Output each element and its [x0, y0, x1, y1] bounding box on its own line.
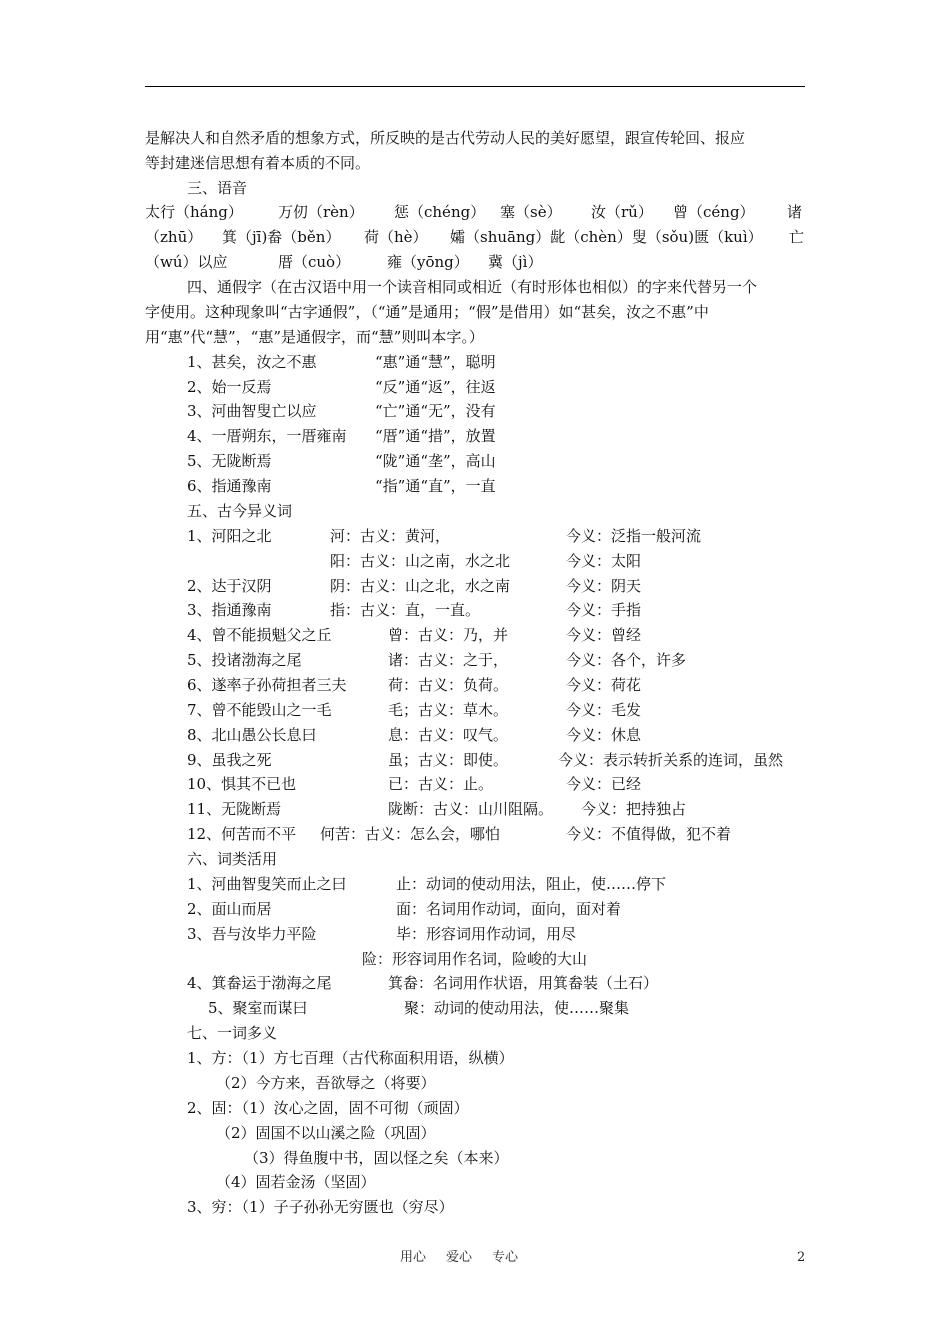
loan-character-note: “惠”通“慧”，聪明	[375, 353, 496, 371]
word-class-phrase: 5、聚室而谋曰	[208, 999, 308, 1017]
loan-character-note: “指”通“直”，一直	[375, 477, 496, 495]
paragraph-line: 字使用。这种现象叫“古字通假”，（“通”是通用；“假”是借用）如“甚矣，汝之不惠”中	[145, 303, 709, 321]
pronunciation-item: 箕（jī)畚（běn）	[222, 228, 341, 246]
loan-character-phrase: 1、甚矣，汝之不惠	[187, 353, 317, 371]
pronunciation-item: 惩（chéng）	[394, 203, 486, 221]
polysemy-line: （3）得鱼腹中书，固以怪之矣（本来）	[244, 1149, 509, 1167]
modern-meaning: 今义：泛指一般河流	[566, 527, 702, 545]
page-number: 2	[797, 1250, 806, 1265]
word-class-note: 止：动词的使动用法，阻止，使……停下	[396, 875, 667, 893]
pronunciation-item: 曾（céng）	[673, 203, 755, 221]
word-class-phrase: 2、面山而居	[187, 900, 272, 918]
modern-meaning: 今义：休息	[566, 726, 642, 744]
ancient-meaning: 陇断：古义：山川阻隔。	[388, 800, 554, 818]
ancient-meaning: 荷：古义：负荷。	[388, 676, 509, 694]
ancient-meaning: 诸：古义：之于，	[388, 651, 509, 669]
meaning-phrase: 3、指通豫南	[187, 601, 272, 619]
modern-meaning: 今义：荷花	[566, 676, 642, 694]
word-class-note: 箕畚：名词用作状语，用箕畚装（土石）	[388, 974, 659, 992]
section-heading-polysemy: 七、一词多义	[187, 1024, 278, 1042]
section-heading-loan-characters: 四、通假字（在古汉语中用一个读音相同或相近（有时形体也相似）的字来代替另一个	[187, 278, 758, 296]
ancient-meaning: 毛；古义：草木。	[388, 701, 509, 719]
polysemy-line: （4）固若金汤（坚固）	[216, 1173, 376, 1191]
word-class-note: 险：形容词用作名词，险峻的大山	[362, 950, 588, 968]
paragraph-line: 用“惠”代“慧”，“惠”是通假字，而“慧”则叫本字。）	[145, 328, 484, 346]
pronunciation-item: 万仞（rèn）	[278, 203, 364, 221]
modern-meaning: 今义：表示转折关系的连词，虽然	[558, 751, 784, 769]
polysemy-line: 1、方：（1）方七百理（古代称面积用语，纵横）	[187, 1049, 514, 1067]
pronunciation-item: 荷（hè）	[364, 228, 428, 246]
paragraph-line: 是解决人和自然矛盾的想象方式，所反映的是古代劳动人民的美好愿望，跟宣传轮回、报应	[145, 129, 746, 147]
loan-character-note: “反”通“返”，往返	[375, 378, 496, 396]
loan-character-phrase: 4、一厝朔东，一厝雍南	[187, 427, 347, 445]
section-heading-meaning-change: 五、古今异义词	[187, 502, 293, 520]
footer-motto: 用心	[400, 1250, 427, 1265]
modern-meaning: 今义：毛发	[566, 701, 642, 719]
pronunciation-item: 汝（rǔ）	[591, 203, 653, 221]
loan-character-note: “厝”通“措”，放置	[375, 427, 496, 445]
pronunciation-item: 亡	[789, 228, 805, 246]
meaning-phrase: 12、何苦而不平	[187, 825, 297, 843]
modern-meaning: 今义：已经	[566, 775, 642, 793]
ancient-meaning: 阳：古义：山之南，水之北	[330, 552, 511, 570]
header-rule	[145, 86, 805, 87]
pronunciation-item: （zhū）	[145, 228, 203, 246]
ancient-meaning: 何苦：古义：怎么会，哪怕	[320, 825, 501, 843]
modern-meaning: 今义：太阳	[566, 552, 642, 570]
meaning-phrase: 2、达于汉阴	[187, 577, 272, 595]
loan-character-phrase: 3、河曲智叟亡以应	[187, 402, 317, 420]
pronunciation-item: 诸	[787, 203, 803, 221]
paragraph-line: 等封建迷信思想有着本质的不同。	[145, 154, 371, 172]
meaning-phrase: 10、惧其不已也	[187, 775, 297, 793]
meaning-phrase: 7、曾不能毁山之一毛	[187, 701, 332, 719]
pronunciation-item: 厝（cuò）	[278, 253, 351, 271]
modern-meaning: 今义：手指	[566, 601, 642, 619]
modern-meaning: 今义：各个，许多	[566, 651, 687, 669]
meaning-phrase: 11、无陇断焉	[187, 800, 282, 818]
ancient-meaning: 息：古义：叹气。	[388, 726, 509, 744]
pronunciation-item: （wú）以应	[145, 253, 228, 271]
footer-motto: 专心	[492, 1250, 519, 1265]
polysemy-line: （2）固国不以山溪之险（巩固）	[216, 1124, 436, 1142]
word-class-note: 聚：动词的使动用法，使……聚集	[404, 999, 630, 1017]
modern-meaning: 今义：不值得做，犯不着	[566, 825, 732, 843]
meaning-phrase: 6、遂率子孙荷担者三夫	[187, 676, 347, 694]
pronunciation-item: 冀（jì）	[488, 253, 543, 271]
ancient-meaning: 曾：古义：乃，并	[388, 626, 509, 644]
modern-meaning: 今义：曾经	[566, 626, 642, 644]
word-class-note: 面：名词用作动词，面向，面对着	[396, 900, 622, 918]
loan-character-note: “陇”通“垄”，高山	[375, 452, 496, 470]
pronunciation-item: 太行（háng）	[145, 203, 243, 221]
loan-character-phrase: 6、指通豫南	[187, 477, 272, 495]
word-class-phrase: 1、河曲智叟笑而止之曰	[187, 875, 347, 893]
meaning-phrase: 5、投诸渤海之尾	[187, 651, 302, 669]
loan-character-note: “亡”通“无”，没有	[375, 402, 496, 420]
word-class-phrase: 3、吾与汝毕力平险	[187, 925, 317, 943]
pronunciation-item: 雍（yōng）	[387, 253, 469, 271]
meaning-phrase: 9、虽我之死	[187, 751, 272, 769]
section-heading-word-class: 六、词类活用	[187, 850, 278, 868]
loan-character-phrase: 5、无陇断焉	[187, 452, 272, 470]
word-class-phrase: 4、箕畚运于渤海之尾	[187, 974, 332, 992]
polysemy-line: 2、固：（1）汝心之固，固不可彻（顽固）	[187, 1099, 469, 1117]
loan-character-phrase: 2、始一反焉	[187, 378, 272, 396]
ancient-meaning: 指：古义：直，一直。	[330, 601, 481, 619]
modern-meaning: 今义：阴天	[566, 577, 642, 595]
pronunciation-item: 塞（sè）	[500, 203, 562, 221]
ancient-meaning: 河：古义：黄河，	[330, 527, 451, 545]
footer-motto: 爱心	[446, 1250, 473, 1265]
polysemy-line: 3、穷：（1）子子孙孙无穷匮也（穷尽）	[187, 1198, 454, 1216]
polysemy-line: （2）今方来，吾欲辱之（将要）	[216, 1074, 436, 1092]
ancient-meaning: 虽；古义：即使。	[388, 751, 509, 769]
meaning-phrase: 4、曾不能损魁父之丘	[187, 626, 332, 644]
meaning-phrase: 8、北山愚公长息曰	[187, 726, 317, 744]
meaning-phrase: 1、河阳之北	[187, 527, 272, 545]
ancient-meaning: 已：古义：止。	[388, 775, 494, 793]
word-class-note: 毕：形容词用作动词，用尽	[396, 925, 577, 943]
pronunciation-item: 孀（shuāng）龀（chèn）叟（sǒu)匮（kuì）	[450, 228, 763, 246]
section-heading-pronunciation: 三、语音	[187, 179, 248, 197]
modern-meaning: 今义：把持独占	[581, 800, 687, 818]
ancient-meaning: 阴：古义：山之北，水之南	[330, 577, 511, 595]
